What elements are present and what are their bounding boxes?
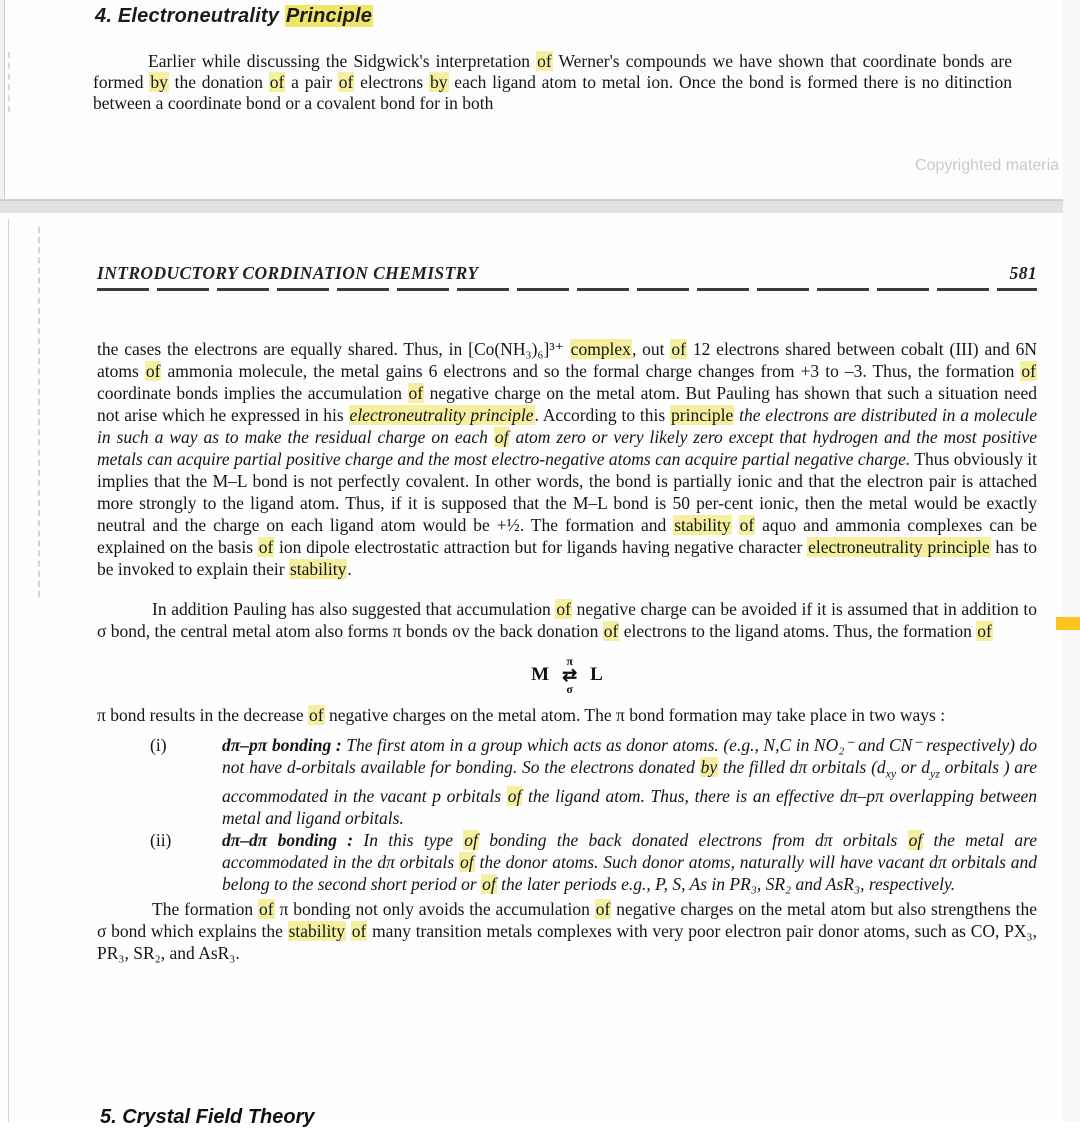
body-paragraph-3 — [97, 704, 1037, 726]
text-run: the donor atoms. Such donor atoms, naturally will have vacant dπ orbitals and belong to the second short period or — [222, 851, 1038, 894]
list-item — [97, 829, 1037, 895]
body-paragraph-2 — [97, 598, 1037, 642]
text-run: of — [145, 361, 161, 381]
text-run: by — [700, 757, 718, 777]
text-run: of — [351, 920, 367, 941]
formula-arrow-stack — [562, 655, 577, 695]
text-run: stability — [289, 559, 347, 579]
binding-crease-mark — [38, 227, 40, 597]
text-run: the metal are accommodated in the dπ orbitals — [222, 829, 1037, 872]
text-run: In this type — [363, 829, 464, 850]
scanned-page-previous — [0, 0, 1080, 200]
text-run: 12 electrons shared between cobalt (III) and 6N atoms — [97, 339, 1037, 381]
text-run: of — [507, 785, 522, 806]
text-run: the donation — [168, 71, 269, 92]
text-run: or d — [896, 757, 930, 777]
bonding-types-list — [97, 734, 1037, 895]
text-run: negative charges on the metal atom but also strengthens the σ bond which explains the — [97, 898, 1037, 941]
text-run: principle — [671, 405, 734, 425]
text-run: by — [150, 71, 168, 92]
formula-metal-symbol: M — [531, 664, 550, 685]
text-run: yz — [929, 766, 940, 781]
text-run — [732, 515, 739, 535]
list-item — [97, 734, 1037, 829]
text-run: the filled dπ orbitals (d — [718, 757, 886, 777]
book-title-header: INTRODUCTORY CORDINATION CHEMISTRY — [97, 263, 479, 283]
text-run: the later periods e.g., P, S, As in PR₃, SR₂ and AsR₃, respectively. — [496, 873, 956, 894]
text-run: negative charge can be avoided if it is assumed that in addition to σ bond, the central metal atom also forms π bonds ov the back donation — [97, 599, 1037, 641]
header-rule — [97, 288, 1037, 291]
text-run: ammonia molecule, the metal gains 6 electrons and so the formal charge changes from +3 to –3. Thus, the formation — [161, 361, 1021, 381]
right-page-gutter — [1063, 0, 1080, 1122]
text-run: electrons to the ligand atoms. Thus, the formation — [619, 621, 977, 641]
text-run: the cases the electrons are equally shared. Thus, in [Co(NH₃)₆]³⁺ — [97, 339, 570, 359]
text-run: Thus obviously it implies that the M–L bond is not perfectly covalent. In other words, the bond is partially ionic and that the electron pair is attached more strongly to the ligand atom. Thus, if it is supposed that the M–L bond is 50 per-cent ionic, then the metal would be exactly neutral and the charge on each ligand atom would be +½. The formation and — [97, 449, 1037, 535]
text-run: of — [977, 621, 992, 641]
text-run: of — [494, 427, 509, 447]
text-run: electroneutrality principle — [349, 405, 534, 425]
text-run: a pair — [285, 71, 338, 92]
text-run: complex — [570, 339, 631, 359]
text-run: of — [1021, 361, 1036, 381]
text-run: . According to this — [534, 405, 671, 425]
text-run: of — [908, 829, 923, 850]
sigma-bond-label: σ — [566, 682, 573, 696]
list-marker-ii: (ii) — [150, 829, 172, 850]
search-match-scrollbar-marker[interactable] — [1056, 617, 1080, 630]
section-heading-crystal-field-theory: 5. Crystal Field Theory — [100, 1106, 315, 1128]
text-run: many transition metals complexes with very poor electron pair donor atoms, such as CO, PX₃, PR₃, SR₂, and AsR₃. — [97, 920, 1037, 963]
text-run: aquo and ammonia complexes can be explained on the basis — [97, 515, 1037, 557]
formula-ligand-symbol: L — [590, 664, 603, 685]
text-run: xy — [885, 766, 897, 781]
text-run: . — [347, 559, 352, 579]
text-run: dπ–dπ bonding : — [222, 829, 364, 850]
page-body — [97, 263, 1037, 964]
text-run: the ligand atom. Thus, there is an effective dπ–pπ overlapping between metal and ligand orbitals. — [222, 785, 1037, 828]
text-run: of — [556, 599, 571, 619]
text-run: stability — [674, 515, 731, 535]
pi-bond-label: π — [566, 654, 573, 668]
text-run: In addition Pauling has also suggested that accumulation — [152, 599, 556, 619]
text-run: each ligand atom to metal ion. Once the bond is formed there is no ditinction between a coordinate bond or a covalent bond for in both — [93, 71, 1012, 113]
text-run: Werner's compounds we have shown that coordinate bonds are formed — [93, 50, 1012, 92]
text-run: negative charge on the metal atom. But Pauling has shown that such a situation need not arise which he expressed in his — [97, 383, 1037, 425]
metal-ligand-equilibrium-formula — [531, 655, 603, 695]
binding-crease-mark — [8, 52, 10, 112]
list-item-text — [222, 829, 1037, 895]
text-run: Principle — [285, 5, 373, 27]
running-header — [97, 263, 1037, 284]
text-run: of — [595, 898, 611, 919]
text-run: 4. Electroneutrality — [95, 5, 285, 27]
text-run: of — [338, 71, 354, 92]
text-run: of — [309, 705, 324, 725]
text-run: of — [269, 71, 285, 92]
text-run: ion dipole electrostatic attraction but for ligands having negative character — [274, 537, 808, 557]
text-run: of — [408, 383, 424, 403]
text-run: of — [464, 829, 478, 850]
text-run: The formation — [152, 898, 258, 919]
text-run: the electrons are distributed in a molecule in such a way as to make the residual charge on each — [97, 405, 1038, 447]
text-run: π bond results in the decrease — [97, 705, 308, 725]
text-run: negative charges on the metal atom. The π bond formation may take place in two ways : — [324, 705, 946, 725]
text-run: of — [603, 621, 619, 641]
list-marker-i: (i) — [150, 735, 167, 755]
text-run: π bonding not only avoids the accumulation — [274, 898, 595, 919]
body-paragraph-4 — [97, 898, 1037, 964]
text-run: bonding the back donated electrons from dπ orbitals — [478, 829, 908, 850]
text-run: has to be invoked to explain their — [97, 537, 1038, 579]
text-run: The first atom in a group which acts as donor atoms. (e.g., N,C in NO₂⁻ and CN⁻ respectively) do not have d-orbitals available for bonding. So the electrons donated — [222, 735, 1038, 777]
text-run: electrons — [354, 71, 430, 92]
text-run: electroneutrality principle — [808, 537, 990, 557]
list-item-text — [222, 734, 1037, 829]
body-paragraph-1 — [97, 338, 1037, 580]
text-run: of — [258, 537, 274, 557]
copyright-watermark: Copyrighted materia — [915, 157, 1060, 174]
page-left-edge — [0, 0, 5, 199]
page-number: 581 — [1009, 263, 1037, 283]
text-run: dπ–pπ bonding : — [222, 735, 347, 755]
text-run: by — [430, 71, 448, 92]
text-run: of — [460, 851, 474, 872]
page-left-edge — [8, 219, 9, 1122]
page1-paragraph — [93, 51, 1012, 114]
text-run: atom zero or very likely zero except that hydrogen and the most positive metals can acquire partial positive charge and the most electro-negative atoms can acquire partial negative charge. — [97, 427, 1038, 469]
text-run: Earlier while discussing the Sidgwick's interpretation — [148, 50, 537, 71]
text-run: coordinate bonds implies the accumulation — [97, 383, 408, 403]
text-run: of — [482, 873, 496, 894]
text-run: of — [739, 515, 755, 535]
text-run: stability — [288, 920, 345, 941]
text-run: , out — [631, 339, 671, 359]
scanned-page-581 — [0, 213, 1080, 1128]
text-run: of — [537, 50, 552, 71]
text-run: of — [259, 898, 274, 919]
text-run: orbitals ) are accommodated in the vacant p orbitals — [222, 757, 1037, 806]
text-run: of — [671, 339, 686, 359]
equilibrium-arrows-icon: ⇄ — [562, 665, 578, 685]
section-heading-electroneutrality — [95, 5, 373, 28]
